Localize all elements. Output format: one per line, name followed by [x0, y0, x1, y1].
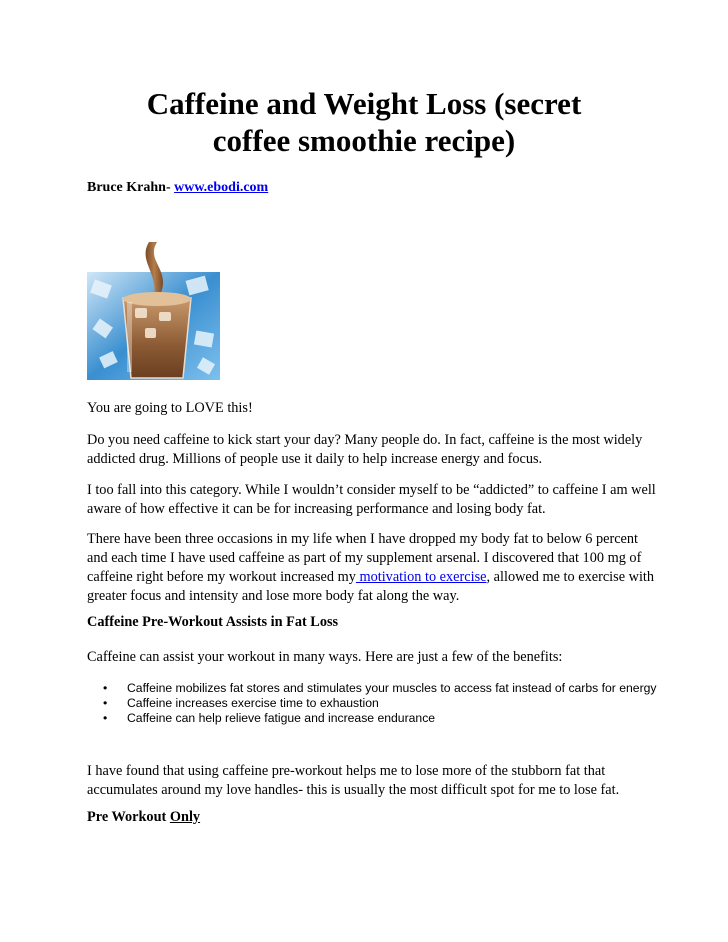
list-item: [87, 711, 657, 726]
heading-prefix: Pre Workout: [87, 809, 170, 825]
bullet-icon: •: [103, 696, 108, 710]
love-handles-paragraph: I have found that using caffeine pre-workout helps me to lose more of the stubborn fat that accumulates around my love handles- this is usually the most difficult spot for me to lose fat.: [87, 763, 620, 798]
list-item: [87, 696, 657, 711]
motivation-to-exercise-link[interactable]: motivation to exercise: [355, 569, 487, 585]
iced-coffee-smoothie-photo: [87, 242, 220, 380]
body-fat-paragraph: [87, 530, 657, 606]
intro-paragraph: You are going to LOVE this!: [87, 400, 253, 416]
list-item: [87, 681, 657, 696]
page-title: [100, 85, 628, 159]
author-website-link[interactable]: www.ebodi.com: [174, 180, 269, 195]
benefit-text: Caffeine can help relieve fatigue and increase endurance: [127, 711, 436, 725]
section-heading-pre-workout-only: [87, 808, 657, 827]
heading-underlined-word: Only: [169, 809, 201, 825]
byline: [87, 180, 268, 196]
body-fat-text-end: , allowed me to exercise with greater focus and intensity and lose more body fat along the way.: [87, 569, 655, 604]
benefit-text: Caffeine increases exercise time to exhaustion: [127, 696, 379, 710]
title-line-1: Caffeine and Weight Loss (secret: [146, 86, 582, 121]
section-heading-pre-workout-fat-loss: Caffeine Pre-Workout Assists in Fat Loss: [87, 614, 339, 630]
author-name: Bruce Krahn-: [87, 180, 175, 195]
bullet-icon: •: [103, 711, 108, 725]
title-line-2: coffee smoothie recipe): [212, 123, 516, 158]
benefits-list: [87, 681, 657, 726]
benefits-intro-paragraph: Caffeine can assist your workout in many ways. Here are just a few of the benefits:: [87, 649, 563, 665]
iced-coffee-smoothie-icon: [87, 242, 220, 380]
caffeine-usage-paragraph: Do you need caffeine to kick start your day? Many people do. In fact, caffeine is the most widely addicted drug. Millions of people use it daily to help increase energy and focus.: [87, 432, 643, 467]
bullet-icon: •: [103, 681, 108, 695]
personal-experience-paragraph: I too fall into this category. While I wouldn’t consider myself to be “addicted” to caffeine I am well aware of how effective it can be for increasing performance and losing body fat.: [87, 482, 656, 517]
benefit-text: Caffeine mobilizes fat stores and stimulates your muscles to access fat instead of carbs for energy: [127, 681, 657, 695]
body-fat-text-start: There have been three occasions in my life when I have dropped my body fat to below 6 percent and each time I have used caffeine as part of my supplement arsenal. I discovered that 100 mg of caffeine right before my workout increased my: [87, 531, 642, 585]
